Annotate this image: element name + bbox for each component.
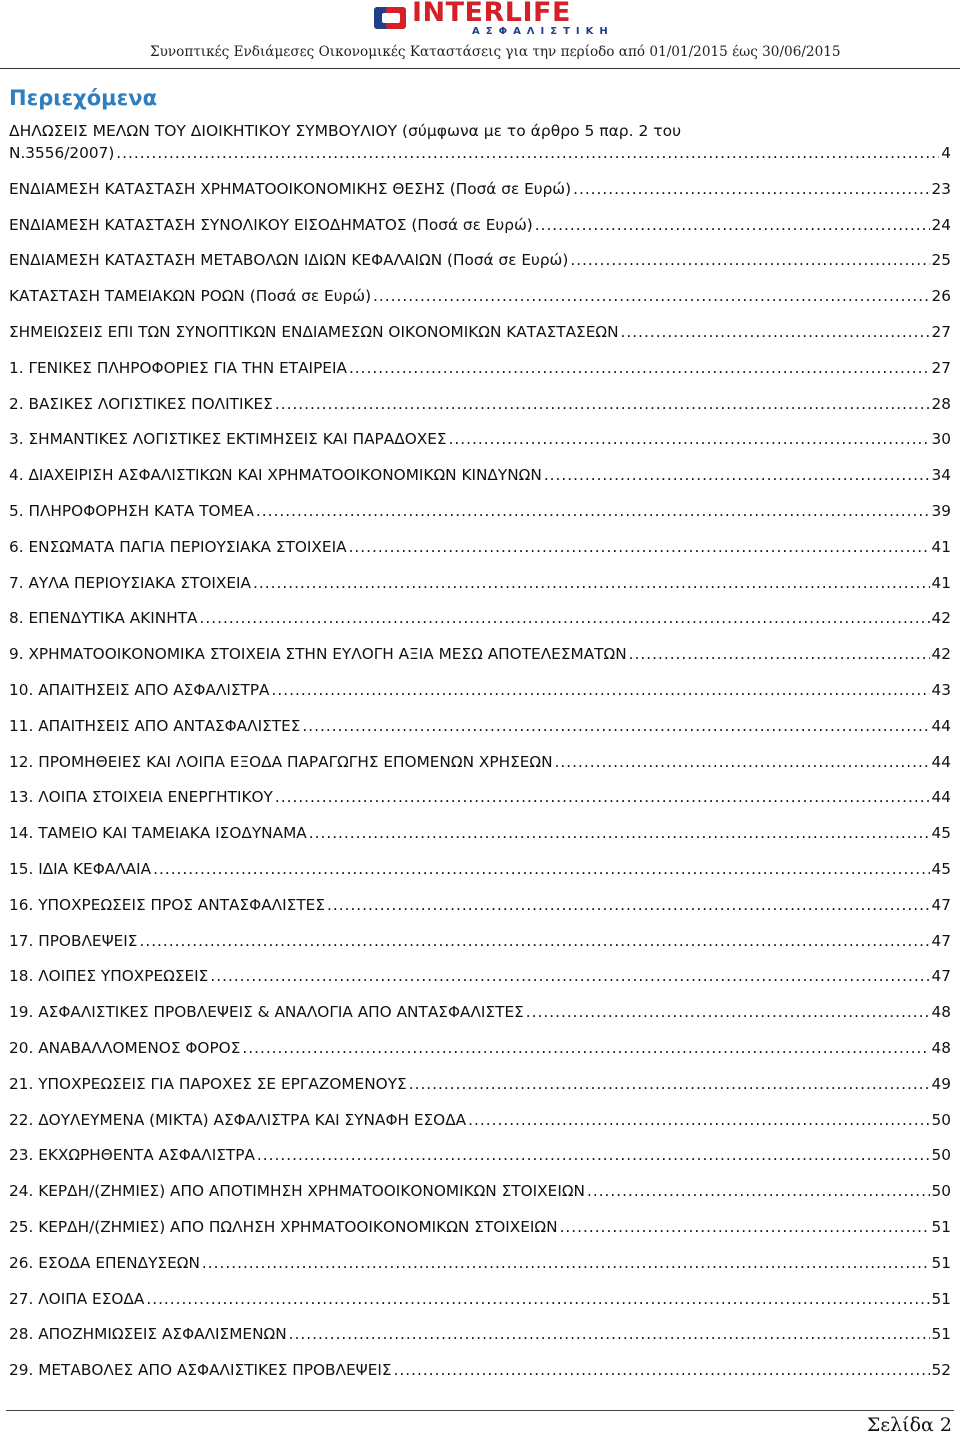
toc-entry-label: 10. ΑΠΑΙΤΗΣΕΙΣ ΑΠΟ ΑΣΦΑΛΙΣΤΡΑ — [9, 680, 270, 699]
toc-entry-label: 13. ΛΟΙΠΑ ΣΤΟΙΧΕΙΑ ΕΝΕΡΓΗΤΙΚΟΥ — [9, 788, 273, 807]
toc-entry-label: 4. ΔΙΑΧΕΙΡΙΣΗ ΑΣΦΑΛΙΣΤΙΚΩΝ ΚΑΙ ΧΡΗΜΑΤΟΟΙΚΟΝΟΜΙΚΩΝ ΚΙΝΔΥΝΩΝ — [9, 466, 542, 485]
toc-leader-dots — [289, 1325, 930, 1343]
toc-leader-dots — [257, 1146, 930, 1164]
toc-leader-dots — [275, 788, 930, 806]
toc-leader-dots — [394, 1361, 930, 1379]
toc-entry-page: 51 — [931, 1289, 951, 1308]
toc-entry-page: 44 — [931, 752, 951, 771]
toc-entry-page: 43 — [931, 680, 951, 699]
company-logo — [374, 0, 614, 36]
toc-leader-dots — [253, 574, 930, 592]
toc-entry-page: 27 — [931, 322, 951, 341]
toc-entry-label: 26. ΕΣΟΔΑ ΕΠΕΝΔΥΣΕΩΝ — [9, 1253, 200, 1272]
toc-leader-dots — [327, 896, 930, 914]
toc-entry-page: 41 — [931, 573, 951, 592]
toc-entry-page: 28 — [931, 394, 951, 413]
toc-leader-dots — [210, 967, 929, 985]
toc-entry[interactable] — [9, 216, 951, 252]
page-header — [0, 0, 960, 70]
toc-entry[interactable] — [9, 502, 951, 538]
toc-leader-dots — [275, 395, 930, 413]
toc-entry-label: 11. ΑΠΑΙΤΗΣΕΙΣ ΑΠΟ ΑΝΤΑΣΦΑΛΙΣΤΕΣ — [9, 716, 301, 735]
toc-leader-dots — [621, 323, 930, 341]
toc-entry-label: 21. ΥΠΟΧΡΕΩΣΕΙΣ ΓΙΑ ΠΑΡΟΧΕΣ ΣΕ ΕΡΓΑΖΟΜΕΝΟΥΣ — [9, 1074, 407, 1093]
toc-entry-page: 24 — [931, 215, 951, 234]
toc-entry[interactable] — [9, 1325, 951, 1361]
toc-leader-dots — [373, 287, 929, 305]
toc-entry-page: 48 — [931, 1003, 951, 1022]
toc-leader-dots — [468, 1111, 929, 1129]
toc-entry-label: 20. ΑΝΑΒΑΛΛΟΜΕΝΟΣ ΦΟΡΟΣ — [9, 1038, 241, 1057]
toc-leader-dots — [526, 1003, 930, 1021]
toc-entry-page: 47 — [931, 967, 951, 986]
toc-entry-label: 28. ΑΠΟΖΗΜΙΩΣΕΙΣ ΑΣΦΑΛΙΣΜΕΝΩΝ — [9, 1325, 287, 1344]
toc-entry-page: 23 — [931, 179, 951, 198]
toc-entry-label: Ν.3556/2007) — [9, 144, 115, 162]
toc-leader-dots — [200, 609, 930, 627]
toc-entry-page: 44 — [931, 716, 951, 735]
toc-entry[interactable] — [9, 1003, 951, 1039]
toc-leader-dots — [272, 681, 930, 699]
toc-entry-page: 47 — [931, 931, 951, 950]
toc-entry-page: 30 — [931, 430, 951, 449]
toc-entry[interactable] — [9, 1075, 951, 1111]
toc-entry-label: 5. ΠΛΗΡΟΦΟΡΗΣΗ ΚΑΤΑ ΤΟΜΕΑ — [9, 501, 254, 520]
toc-entry[interactable] — [9, 180, 951, 216]
toc-entry-page: 39 — [931, 501, 951, 520]
toc-entry[interactable] — [9, 430, 951, 466]
toc-entry[interactable] — [9, 251, 951, 287]
logo-name: INTERLIFE — [412, 0, 571, 28]
toc-entry-label: ΕΝΔΙΑΜΕΣΗ ΚΑΤΑΣΤΑΣΗ ΜΕΤΑΒΟΛΩΝ ΙΔΙΩΝ ΚΕΦΑΛΑΙΩΝ (Ποσά σε Ευρώ) — [9, 251, 569, 270]
toc-leader-dots — [153, 860, 929, 878]
toc-entry-label: 18. ΛΟΙΠΕΣ ΥΠΟΧΡΕΩΣΕΙΣ — [9, 967, 209, 986]
toc-entry-label: 1. ΓΕΝΙΚΕΣ ΠΛΗΡΟΦΟΡΙΕΣ ΓΙΑ ΤΗΝ ΕΤΑΙΡΕΙΑ — [9, 358, 347, 377]
toc-entry-page: 45 — [931, 859, 951, 878]
toc-entry-label: 27. ΛΟΙΠΑ ΕΣΟΔΑ — [9, 1289, 145, 1308]
toc-entry-page: 34 — [931, 466, 951, 485]
toc-leader-dots — [535, 216, 930, 234]
toc-entry-page: 41 — [931, 537, 951, 556]
toc-entry-page: 49 — [931, 1074, 951, 1093]
toc-entry-label: 15. ΙΔΙΑ ΚΕΦΑΛΑΙΑ — [9, 859, 152, 878]
toc-entry-page: 44 — [931, 788, 951, 807]
toc-entry[interactable] — [9, 753, 951, 789]
toc-entry[interactable] — [9, 466, 951, 502]
toc-entry-page: 51 — [931, 1253, 951, 1272]
toc-entry[interactable] — [9, 860, 951, 896]
toc-entry[interactable] — [9, 896, 951, 932]
toc-entry[interactable] — [9, 1361, 951, 1397]
toc-entry[interactable] — [9, 1182, 951, 1218]
toc-entry-label: ΚΑΤΑΣΤΑΣΗ ΤΑΜΕΙΑΚΩΝ ΡΟΩΝ (Ποσά σε Ευρώ) — [9, 287, 372, 306]
toc-leader-dots — [587, 1182, 930, 1200]
toc-leader-dots — [242, 1039, 929, 1057]
toc-leader-dots — [560, 1218, 930, 1236]
toc-title: Περιεχόμενα — [9, 86, 158, 110]
toc-leader-dots — [256, 502, 930, 520]
toc-entry[interactable] — [9, 824, 951, 860]
toc-entry-page: 48 — [931, 1038, 951, 1057]
toc-leader-dots — [409, 1075, 930, 1093]
toc-entry[interactable] — [9, 932, 951, 968]
toc-entry-label: 23. ΕΚΧΩΡΗΘΕΝΤΑ ΑΣΦΑΛΙΣΤΡΑ — [9, 1146, 255, 1165]
toc-entry-label: 17. ΠΡΟΒΛΕΨΕΙΣ — [9, 931, 138, 950]
toc-leader-dots — [629, 645, 930, 663]
toc-entry-page: 42 — [931, 609, 951, 628]
toc-entry-label: 3. ΣΗΜΑΝΤΙΚΕΣ ΛΟΓΙΣΤΙΚΕΣ ΕΚΤΙΜΗΣΕΙΣ ΚΑΙ ΠΑΡΑΔΟΧΕΣ — [9, 430, 447, 449]
toc-entry-page: 50 — [931, 1146, 951, 1165]
toc-entry[interactable] — [9, 144, 951, 180]
toc-entry[interactable] — [9, 609, 951, 645]
toc-entry[interactable] — [9, 287, 951, 323]
toc-entry[interactable] — [9, 1039, 951, 1075]
toc-leader-dots — [309, 824, 930, 842]
toc-entry[interactable] — [9, 681, 951, 717]
toc-entry-label: 22. ΔΟΥΛΕΥΜΕΝΑ (ΜΙΚΤΑ) ΑΣΦΑΛΙΣΤΡΑ ΚΑΙ ΣΥΝΑΦΗ ΕΣΟΔΑ — [9, 1110, 467, 1129]
toc-entry[interactable] — [9, 538, 951, 574]
toc-entry[interactable] — [9, 1218, 951, 1254]
toc-entry[interactable] — [9, 395, 951, 431]
toc-entry[interactable] — [9, 1254, 951, 1290]
toc-entry[interactable] — [9, 788, 951, 824]
toc-entry-label: 12. ΠΡΟΜΗΘΕΙΕΣ ΚΑΙ ΛΟΙΠΑ ΕΞΟΔΑ ΠΑΡΑΓΩΓΗΣ ΕΠΟΜΕΝΩΝ ΧΡΗΣΕΩΝ — [9, 752, 553, 771]
toc-leader-dots — [570, 251, 929, 269]
toc-entry-page: 52 — [931, 1361, 951, 1380]
toc-leader-dots — [544, 466, 930, 484]
toc-entry-page: 50 — [931, 1182, 951, 1201]
toc-entry[interactable] — [9, 1146, 951, 1182]
toc-leader-dots — [139, 932, 929, 950]
toc-leader-dots — [349, 359, 930, 377]
toc-entry-page: 25 — [931, 251, 951, 270]
toc-entry-label: 8. ΕΠΕΝΔΥΤΙΚΑ ΑΚΙΝΗΤΑ — [9, 609, 198, 628]
toc-entry-page: 4 — [941, 144, 951, 162]
toc-intro-line: ΔΗΛΩΣΕΙΣ ΜΕΛΩΝ ΤΟΥ ΔΙΟΙΚΗΤΙΚΟΥ ΣΥΜΒΟΥΛΙΟΥ (σύμφωνα με το άρθρο 5 παρ. 2 του — [9, 122, 682, 140]
toc-entry-label: ΕΝΔΙΑΜΕΣΗ ΚΑΤΑΣΤΑΣΗ ΣΥΝΟΛΙΚΟΥ ΕΙΣΟΔΗΜΑΤΟΣ (Ποσά σε Ευρώ) — [9, 215, 533, 234]
toc-leader-dots — [449, 430, 930, 448]
header-divider — [0, 68, 960, 69]
toc-leader-dots — [146, 1290, 929, 1308]
logo-subtitle: ΑΣΦΑΛΙΣΤΙΚΗ — [472, 26, 614, 37]
toc-entry-page: 50 — [931, 1110, 951, 1129]
toc-leader-dots — [202, 1254, 930, 1272]
toc-entry-page: 27 — [931, 358, 951, 377]
toc-leader-dots — [573, 180, 929, 198]
toc-entry[interactable] — [9, 359, 951, 395]
toc-entry[interactable] — [9, 1290, 951, 1326]
toc-entry-page: 47 — [931, 895, 951, 914]
toc-entry[interactable] — [9, 645, 951, 681]
toc-entry-page: 26 — [931, 287, 951, 306]
toc-leader-dots — [555, 753, 930, 771]
toc-entry-label: 16. ΥΠΟΧΡΕΩΣΕΙΣ ΠΡΟΣ ΑΝΤΑΣΦΑΛΙΣΤΕΣ — [9, 895, 325, 914]
toc-entry-page: 42 — [931, 645, 951, 664]
toc-entry-label: 14. ΤΑΜΕΙΟ ΚΑΙ ΤΑΜΕΙΑΚΑ ΙΣΟΔΥΝΑΜΑ — [9, 824, 307, 843]
toc-entry-label: 25. ΚΕΡΔΗ/(ΖΗΜΙΕΣ) ΑΠΟ ΠΩΛΗΣΗ ΧΡΗΜΑΤΟΟΙΚΟΝΟΜΙΚΩΝ ΣΤΟΙΧΕΙΩΝ — [9, 1217, 558, 1236]
page-number: Σελίδα 2 — [866, 1414, 952, 1436]
toc-entry[interactable] — [9, 323, 951, 359]
toc-leader-dots — [349, 538, 930, 556]
toc-entry-page: 51 — [931, 1325, 951, 1344]
toc-entry-label: 2. ΒΑΣΙΚΕΣ ΛΟΓΙΣΤΙΚΕΣ ΠΟΛΙΤΙΚΕΣ — [9, 394, 273, 413]
toc-entry-label: 29. ΜΕΤΑΒΟΛΕΣ ΑΠΟ ΑΣΦΑΛΙΣΤΙΚΕΣ ΠΡΟΒΛΕΨΕΙΣ — [9, 1361, 392, 1380]
toc-entry-label: 24. ΚΕΡΔΗ/(ΖΗΜΙΕΣ) ΑΠΟ ΑΠΟΤΙΜΗΣΗ ΧΡΗΜΑΤΟΟΙΚΟΝΟΜΙΚΩΝ ΣΤΟΙΧΕΙΩΝ — [9, 1182, 585, 1201]
toc-entry[interactable] — [9, 574, 951, 610]
logo-mark-icon — [374, 3, 408, 33]
toc-leader-dots — [302, 717, 929, 735]
toc-entry-label: 6. ΕΝΣΩΜΑΤΑ ΠΑΓΙΑ ΠΕΡΙΟΥΣΙΑΚΑ ΣΤΟΙΧΕΙΑ — [9, 537, 347, 556]
table-of-contents — [9, 144, 951, 1397]
header-caption: Συνοπτικές Ενδιάμεσες Οικονομικές Καταστάσεις για την περίοδο από 01/01/2015 έως 30/06/2015 — [150, 44, 841, 60]
toc-entry[interactable] — [9, 1111, 951, 1147]
toc-entry-label: 9. ΧΡΗΜΑΤΟΟΙΚΟΝΟΜΙΚΑ ΣΤΟΙΧΕΙΑ ΣΤΗΝ ΕΥΛΟΓΗ ΑΞΙΑ ΜΕΣΩ ΑΠΟΤΕΛΕΣΜΑΤΩΝ — [9, 645, 627, 664]
toc-leader-dots — [116, 144, 939, 162]
footer-divider — [6, 1410, 954, 1411]
toc-entry-label: 7. ΑΥΛΑ ΠΕΡΙΟΥΣΙΑΚΑ ΣΤΟΙΧΕΙΑ — [9, 573, 252, 592]
toc-entry[interactable] — [9, 717, 951, 753]
toc-entry-label: ΕΝΔΙΑΜΕΣΗ ΚΑΤΑΣΤΑΣΗ ΧΡΗΜΑΤΟΟΙΚΟΝΟΜΙΚΗΣ ΘΕΣΗΣ (Ποσά σε Ευρώ) — [9, 179, 572, 198]
toc-entry-page: 51 — [931, 1217, 951, 1236]
toc-entry[interactable] — [9, 967, 951, 1003]
toc-entry-label: 19. ΑΣΦΑΛΙΣΤΙΚΕΣ ΠΡΟΒΛΕΨΕΙΣ & ΑΝΑΛΟΓΙΑ ΑΠΟ ΑΝΤΑΣΦΑΛΙΣΤΕΣ — [9, 1003, 524, 1022]
toc-entry-label: ΣΗΜΕΙΩΣΕΙΣ ΕΠΙ ΤΩΝ ΣΥΝΟΠΤΙΚΩΝ ΕΝΔΙΑΜΕΣΩΝ ΟΙΚΟΝΟΜΙΚΩΝ ΚΑΤΑΣΤΑΣΕΩΝ — [9, 322, 619, 341]
toc-entry-page: 45 — [931, 824, 951, 843]
